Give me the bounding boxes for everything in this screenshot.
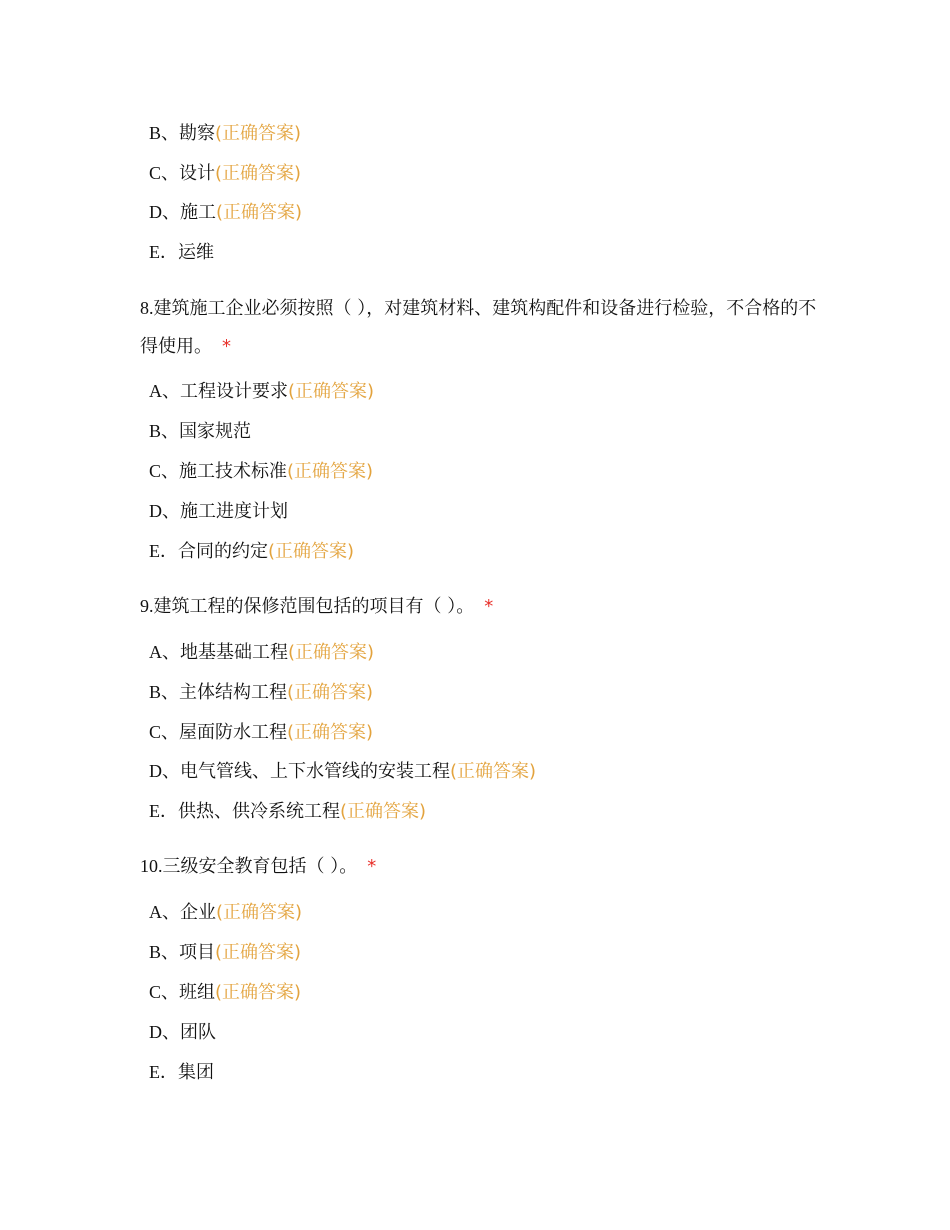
option-letter: A、 (149, 381, 180, 401)
question-text: 建筑工程的保修范围包括的项目有（ ）。 (153, 596, 475, 617)
correct-answer-marker: (正确答案) (215, 982, 302, 1003)
option-b (149, 678, 373, 706)
required-marker: * (367, 856, 377, 877)
option-letter: E． (149, 1062, 178, 1082)
option-a (149, 898, 302, 926)
option-text: 屋面防水工程 (179, 722, 288, 743)
option-letter: A、 (149, 902, 180, 922)
option-text: 施工进度计划 (180, 501, 288, 522)
option-text: 电气管线、上下水管线的安装工程 (180, 761, 450, 782)
option-c (149, 718, 373, 746)
option-text: 集团 (178, 1062, 214, 1083)
correct-answer-marker: (正确答案) (287, 461, 374, 482)
option-text: 企业 (180, 902, 216, 923)
option-text: 主体结构工程 (179, 682, 288, 703)
option-letter: B、 (149, 421, 180, 441)
question-stem (140, 847, 830, 886)
option-letter: D、 (149, 1022, 180, 1042)
option-letter: C、 (149, 982, 180, 1002)
option-text: 国家规范 (179, 421, 252, 442)
option-e (149, 797, 426, 825)
option-a (149, 638, 374, 666)
option-c (149, 457, 373, 485)
option-letter: D、 (149, 761, 180, 781)
option-letter: E． (149, 242, 178, 262)
option-b (149, 119, 301, 147)
correct-answer-marker: (正确答案) (287, 682, 374, 703)
option-text: 供热、供冷系统工程 (178, 801, 340, 822)
question-number: 10. (140, 856, 163, 876)
option-letter: C、 (149, 461, 180, 481)
question-stem (140, 587, 830, 626)
option-e (149, 238, 214, 266)
correct-answer-marker: (正确答案) (215, 163, 302, 184)
correct-answer-marker: (正确答案) (215, 123, 302, 144)
option-text: 施工技术标准 (179, 461, 288, 482)
option-letter: E． (149, 801, 178, 821)
option-text: 团队 (180, 1022, 216, 1043)
option-text: 合同的约定 (178, 541, 268, 562)
correct-answer-marker: (正确答案) (215, 942, 302, 963)
correct-answer-marker: (正确答案) (268, 541, 355, 562)
question-text: 建筑施工企业必须按照（ ），对建筑材料、建筑构配件和设备进行检验，不合格的不得使用。 (140, 298, 817, 357)
option-d (149, 1018, 216, 1046)
correct-answer-marker: (正确答案) (288, 381, 375, 402)
option-b (149, 938, 301, 966)
option-d (149, 497, 288, 525)
option-text: 地基基础工程 (180, 642, 288, 663)
correct-answer-marker: (正确答案) (216, 202, 303, 223)
option-text: 运维 (178, 242, 214, 263)
option-text: 班组 (179, 982, 216, 1003)
option-e (149, 1058, 214, 1086)
correct-answer-marker: (正确答案) (287, 722, 374, 743)
option-text: 工程设计要求 (180, 381, 288, 402)
option-b (149, 417, 251, 445)
option-letter: A、 (149, 642, 180, 662)
option-letter: C、 (149, 722, 180, 742)
correct-answer-marker: (正确答案) (216, 902, 303, 923)
option-c (149, 159, 301, 187)
option-letter: B、 (149, 682, 180, 702)
option-letter: D、 (149, 501, 180, 521)
correct-answer-marker: (正确答案) (340, 801, 427, 822)
correct-answer-marker: (正确答案) (450, 761, 537, 782)
option-text: 设计 (179, 163, 216, 184)
required-marker: * (484, 596, 494, 617)
option-e (149, 537, 354, 565)
option-d (149, 757, 536, 785)
question-number: 9. (140, 596, 154, 616)
option-letter: E． (149, 541, 178, 561)
option-letter: C、 (149, 163, 180, 183)
option-a (149, 377, 374, 405)
option-d (149, 198, 302, 226)
option-letter: B、 (149, 942, 180, 962)
required-marker: * (222, 336, 231, 357)
correct-answer-marker: (正确答案) (288, 642, 375, 663)
question-number: 8. (140, 298, 154, 318)
option-text: 施工 (180, 202, 216, 223)
question-stem (140, 289, 830, 366)
option-text: 勘察 (179, 123, 216, 144)
option-text: 项目 (179, 942, 216, 963)
question-text: 三级安全教育包括（ ）。 (162, 856, 358, 877)
option-letter: D、 (149, 202, 180, 222)
option-c (149, 978, 301, 1006)
option-letter: B、 (149, 123, 180, 143)
